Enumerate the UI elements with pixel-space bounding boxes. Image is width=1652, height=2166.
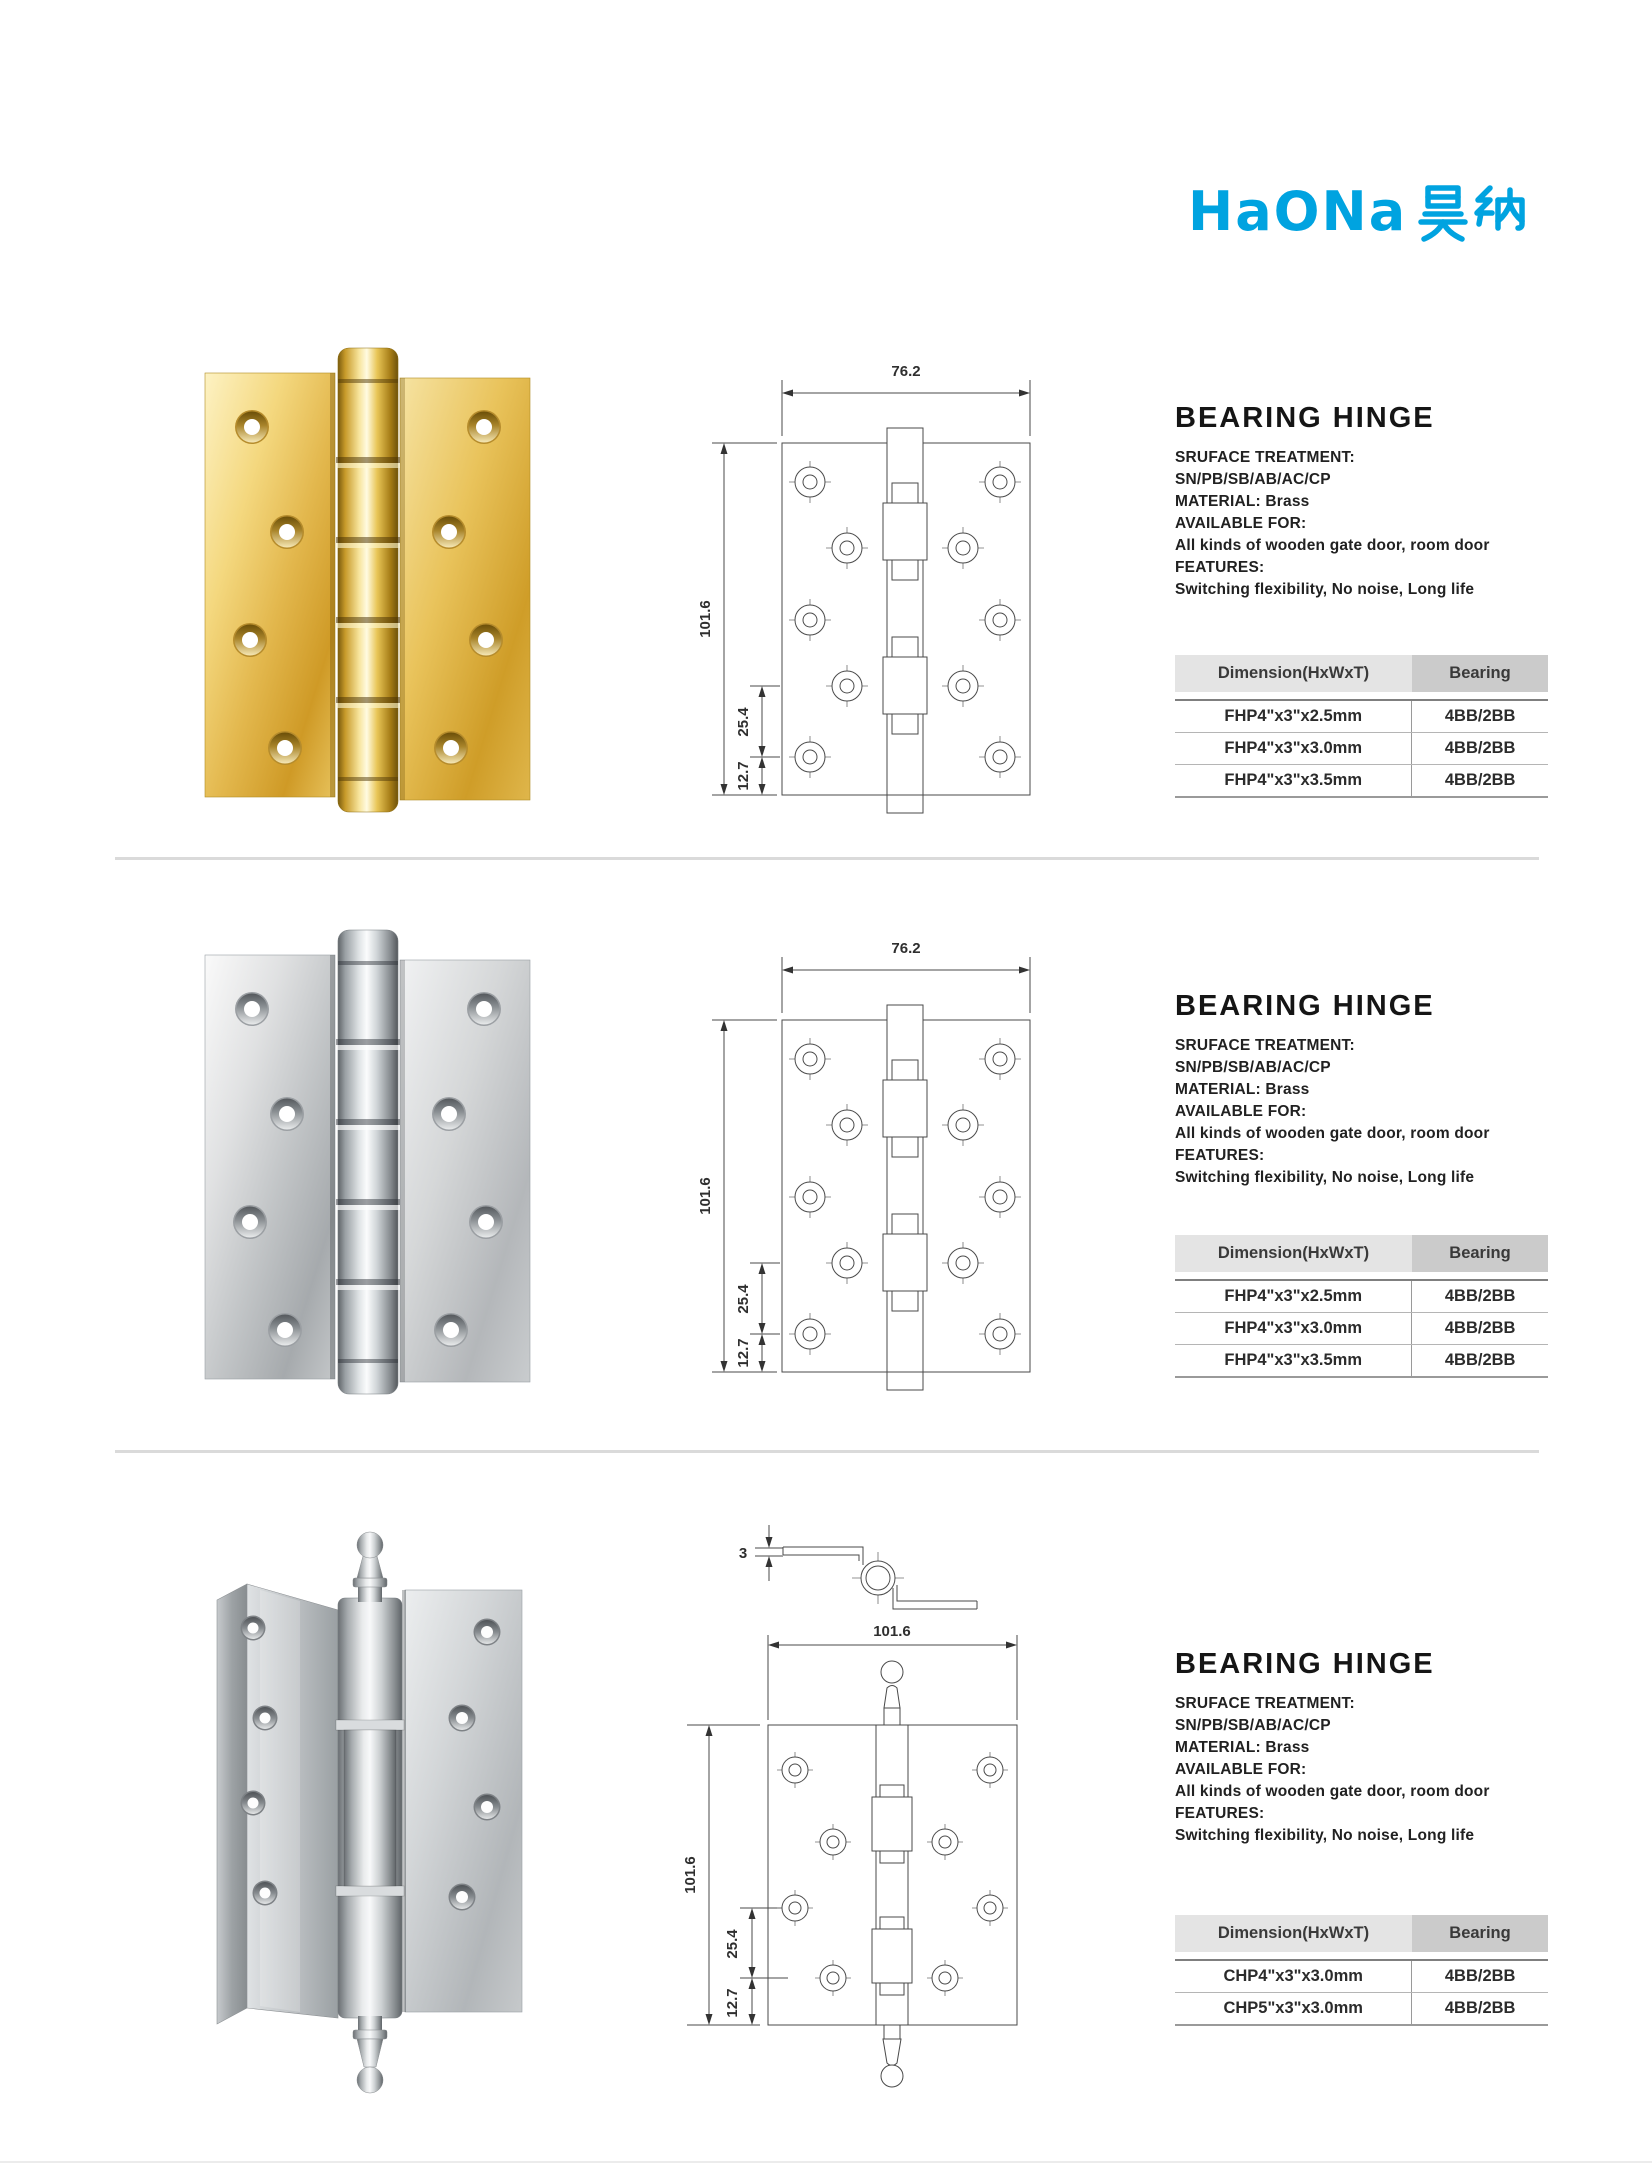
table-cell: 4BB/2BB (1444, 1999, 1516, 2017)
dimension-table (1175, 655, 1548, 798)
table-row (1175, 765, 1548, 796)
table-cell: FHP4"x3"x2.5mm (1175, 701, 1412, 732)
dimension-label-pitch: 25.4 (724, 1929, 741, 1959)
spec-line: SN/PB/SB/AB/AC/CP (1175, 1717, 1331, 1734)
technical-drawing-crank-hinge (640, 1495, 1110, 2120)
dimension-label-pitch: 25.4 (735, 707, 752, 737)
table-header-dimension: Dimension(HxWxT) (1175, 1915, 1412, 1952)
spec-line: All kinds of wooden gate door, room door (1175, 1125, 1490, 1142)
spec-line: SRUFACE TREATMENT: (1175, 449, 1355, 466)
logo-latin-text: HaONa (1188, 180, 1408, 243)
table-header-bearing: Bearing (1412, 655, 1548, 692)
spec-line: MATERIAL: Brass (1175, 1739, 1310, 1756)
table-cell: FHP4"x3"x3.5mm (1175, 765, 1412, 796)
dimension-label-edge: 12.7 (724, 1988, 741, 2018)
product-info (1175, 1648, 1575, 1847)
page-bottom-edge (0, 2161, 1652, 2163)
top-finial (353, 1532, 387, 1602)
dimension-label-pitch: 25.4 (735, 1284, 752, 1314)
dimension-label-width: 76.2 (891, 363, 921, 380)
dimension-label-edge: 12.7 (735, 761, 752, 791)
table-header-dimension: Dimension(HxWxT) (1175, 1235, 1412, 1272)
table-cell: 4BB/2BB (1444, 771, 1516, 789)
dimension-label-edge: 12.7 (735, 1338, 752, 1368)
table-cell: FHP4"x3"x2.5mm (1175, 1281, 1412, 1312)
table-cell: CHP5"x3"x3.0mm (1175, 1993, 1412, 2024)
bottom-finial (353, 2016, 387, 2093)
spec-line: Switching flexibility, No noise, Long life (1175, 1169, 1475, 1186)
spec-line: SN/PB/SB/AB/AC/CP (1175, 471, 1331, 488)
table-header-bearing: Bearing (1412, 1235, 1548, 1272)
product-photo-brass-hinge (195, 345, 555, 815)
spec-line: Switching flexibility, No noise, Long life (1175, 581, 1475, 598)
product-title: BEARING HINGE (1175, 990, 1435, 1022)
right-leaf (405, 1590, 522, 2012)
technical-drawing-hinge (682, 895, 1082, 1425)
profile-view (739, 1525, 977, 1609)
spec-line: MATERIAL: Brass (1175, 493, 1310, 510)
front-view (682, 1623, 1017, 2087)
table-cell: FHP4"x3"x3.5mm (1175, 1345, 1412, 1376)
dimension-label-width: 101.6 (873, 1623, 911, 1640)
dimension-label-thickness: 3 (738, 1545, 748, 1562)
spec-line: FEATURES: (1175, 1147, 1265, 1164)
spec-line: AVAILABLE FOR: (1175, 1761, 1307, 1778)
table-cell: 4BB/2BB (1444, 707, 1516, 725)
spec-line: FEATURES: (1175, 559, 1265, 576)
table-cell: 4BB/2BB (1444, 1351, 1516, 1369)
spec-line: AVAILABLE FOR: (1175, 1103, 1307, 1120)
spec-line: Switching flexibility, No noise, Long life (1175, 1827, 1475, 1844)
logo-cjk-characters (1415, 184, 1531, 242)
table-row (1175, 1345, 1548, 1376)
dimension-table (1175, 1235, 1548, 1378)
product-info (1175, 402, 1575, 601)
table-cell: 4BB/2BB (1444, 1287, 1516, 1305)
dimension-label-height: 101.6 (697, 1177, 714, 1215)
table-row (1175, 1281, 1548, 1313)
table-cell: CHP4"x3"x3.0mm (1175, 1961, 1412, 1992)
table-cell: FHP4"x3"x3.0mm (1175, 1313, 1412, 1344)
dimension-label-width: 76.2 (891, 940, 921, 957)
table-header-dimension: Dimension(HxWxT) (1175, 655, 1412, 692)
table-row (1175, 1313, 1548, 1345)
spec-line: SRUFACE TREATMENT: (1175, 1695, 1355, 1712)
spec-line: MATERIAL: Brass (1175, 1081, 1310, 1098)
table-row (1175, 733, 1548, 765)
table-row (1175, 701, 1548, 733)
table-cell: 4BB/2BB (1444, 1967, 1516, 1985)
dimension-table (1175, 1915, 1548, 2026)
table-cell: 4BB/2BB (1444, 739, 1516, 757)
section-divider (115, 857, 1539, 860)
table-cell: 4BB/2BB (1444, 1319, 1516, 1337)
table-cell: FHP4"x3"x3.0mm (1175, 733, 1412, 764)
spec-line: All kinds of wooden gate door, room door (1175, 537, 1490, 554)
dimension-label-height: 101.6 (697, 600, 714, 638)
product-info (1175, 990, 1575, 1189)
spec-line: SRUFACE TREATMENT: (1175, 1037, 1355, 1054)
brand-logo (1188, 180, 1531, 243)
product-photo-crank-hinge (200, 1518, 560, 2118)
spec-line: SN/PB/SB/AB/AC/CP (1175, 1059, 1331, 1076)
section-divider (115, 1450, 1539, 1453)
spec-line: AVAILABLE FOR: (1175, 515, 1307, 532)
table-header-bearing: Bearing (1412, 1915, 1548, 1952)
spec-line: FEATURES: (1175, 1805, 1265, 1822)
technical-drawing-hinge (682, 318, 1082, 848)
product-photo-steel-hinge (195, 927, 555, 1397)
product-title: BEARING HINGE (1175, 402, 1435, 434)
table-row (1175, 1961, 1548, 1993)
spec-line: All kinds of wooden gate door, room door (1175, 1783, 1490, 1800)
product-title: BEARING HINGE (1175, 1648, 1435, 1680)
table-row (1175, 1993, 1548, 2024)
dimension-label-height: 101.6 (682, 1856, 699, 1894)
